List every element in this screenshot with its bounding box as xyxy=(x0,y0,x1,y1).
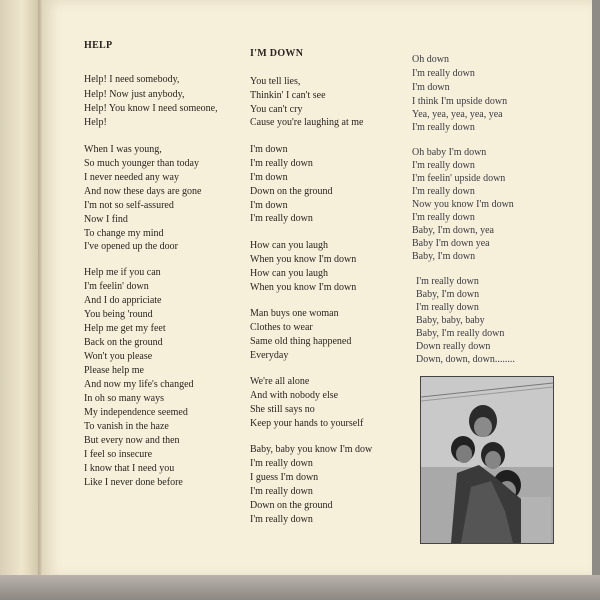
left-page-edge xyxy=(0,0,40,600)
lyric-line: I'm really down xyxy=(412,122,475,133)
lyric-line: Baby, I'm down, yea xyxy=(412,225,494,236)
lyric-line: I'm really down xyxy=(250,213,313,224)
lyric-line: Thinkin' I can't see xyxy=(250,90,326,101)
lyric-line: You tell lies, xyxy=(250,76,301,87)
lyric-line: Baby, I'm down xyxy=(416,289,480,300)
lyric-line: I'm down xyxy=(412,82,450,93)
lyric-line: To vanish in the haze xyxy=(84,421,169,432)
lyric-line: Down, down, down........ xyxy=(416,354,515,365)
lyric-line: Clothes to wear xyxy=(250,322,313,333)
lyric-line: I'm really down xyxy=(250,486,313,497)
lyric-line: I'm really down xyxy=(416,276,479,287)
lyric-line: When you know I'm down xyxy=(250,282,357,293)
page-bottom-shadow xyxy=(0,575,600,600)
lyric-line: We're all alone xyxy=(250,376,310,387)
lyric-line: I'm really down xyxy=(250,458,313,469)
lyric-line: Help me if you can xyxy=(84,267,161,278)
lyric-line: Help! Now just anybody, xyxy=(84,89,185,100)
lyric-line: I'm down xyxy=(250,200,288,211)
lyric-line: And now these days are gone xyxy=(84,186,202,197)
lyric-line: Won't you please xyxy=(84,351,153,362)
lyric-line: Like I never done before xyxy=(84,477,183,488)
lyric-line: Baby, baby, baby xyxy=(416,315,485,326)
lyric-line: Down really down xyxy=(416,341,491,352)
lyric-line: Baby, baby you know I'm dow xyxy=(250,444,373,455)
song-title-im-down: I'M DOWN xyxy=(250,48,304,59)
lyric-line: I'm really down xyxy=(250,514,313,525)
lyric-line: Same old thing happened xyxy=(250,336,352,347)
lyric-line: My independence seemed xyxy=(84,407,188,418)
lyric-line: I'm really down xyxy=(250,158,313,169)
lyric-line: Down on the ground xyxy=(250,186,333,197)
song-title-help: HELP xyxy=(84,40,113,51)
band-photo-image xyxy=(421,377,553,543)
lyric-line: But every now and then xyxy=(84,435,180,446)
lyric-line: When I was young, xyxy=(84,144,162,155)
lyric-line: Please help me xyxy=(84,365,144,376)
lyric-line: Yea, yea, yea, yea, yea xyxy=(412,109,503,120)
lyric-line: I guess I'm down xyxy=(250,472,319,483)
lyric-line: You can't cry xyxy=(250,104,303,115)
lyric-line: I think I'm upside down xyxy=(412,96,508,107)
lyric-line: Baby, I'm down xyxy=(412,251,476,262)
lyric-line: Down on the ground xyxy=(250,500,333,511)
lyric-line: Cause you're laughing at me xyxy=(250,117,364,128)
lyric-line: I'm feelin' upside down xyxy=(412,173,506,184)
lyric-line: Baby, I'm really down xyxy=(416,328,505,339)
lyric-line: And I do appriciate xyxy=(84,295,162,306)
lyric-line: She still says no xyxy=(250,404,315,415)
lyric-line: Help me get my feet xyxy=(84,323,166,334)
lyric-line: Now I find xyxy=(84,214,128,225)
band-photo xyxy=(420,376,554,544)
lyric-line: I never needed any way xyxy=(84,172,179,183)
lyric-line: When you know I'm down xyxy=(250,254,357,265)
lyric-line: I'm really down xyxy=(412,160,475,171)
lyric-line: So much younger than today xyxy=(84,158,199,169)
lyric-line: Help! You know I need someone, xyxy=(84,103,218,114)
lyric-line: Now you know I'm down xyxy=(412,199,514,210)
lyric-line: Man buys one woman xyxy=(250,308,339,319)
lyric-line: I'm down xyxy=(250,172,288,183)
lyric-line: I'm really down xyxy=(416,302,479,313)
lyric-line: Keep your hands to yourself xyxy=(250,418,364,429)
lyric-line: Oh down xyxy=(412,54,449,65)
lyric-line: You being 'round xyxy=(84,309,153,320)
lyric-line: I'm really down xyxy=(412,212,475,223)
lyric-line: And now my life's changed xyxy=(84,379,194,390)
lyric-line: Baby I'm down yea xyxy=(412,238,490,249)
lyric-line: I know that I need you xyxy=(84,463,175,474)
lyric-line: Everyday xyxy=(250,350,289,361)
lyric-line: I'm really down xyxy=(412,68,475,79)
lyric-line: How can you laugh xyxy=(250,268,329,279)
lyric-line: How can you laugh xyxy=(250,240,329,251)
lyric-line: And with nobody else xyxy=(250,390,339,401)
lyric-line: I'm feelin' down xyxy=(84,281,149,292)
lyric-line: I've opened up the door xyxy=(84,241,178,252)
lyric-line: Help! xyxy=(84,117,107,128)
lyric-line: I'm really down xyxy=(412,186,475,197)
lyric-line: Back on the ground xyxy=(84,337,163,348)
lyric-line: Help! I need somebody, xyxy=(84,74,180,85)
lyric-line: Oh baby I'm down xyxy=(412,147,487,158)
lyric-line: I'm not so self-assured xyxy=(84,200,174,211)
lyric-line: I'm down xyxy=(250,144,288,155)
lyric-line: I feel so insecure xyxy=(84,449,153,460)
lyric-line: In oh so many ways xyxy=(84,393,164,404)
lyric-line: To change my mind xyxy=(84,228,164,239)
